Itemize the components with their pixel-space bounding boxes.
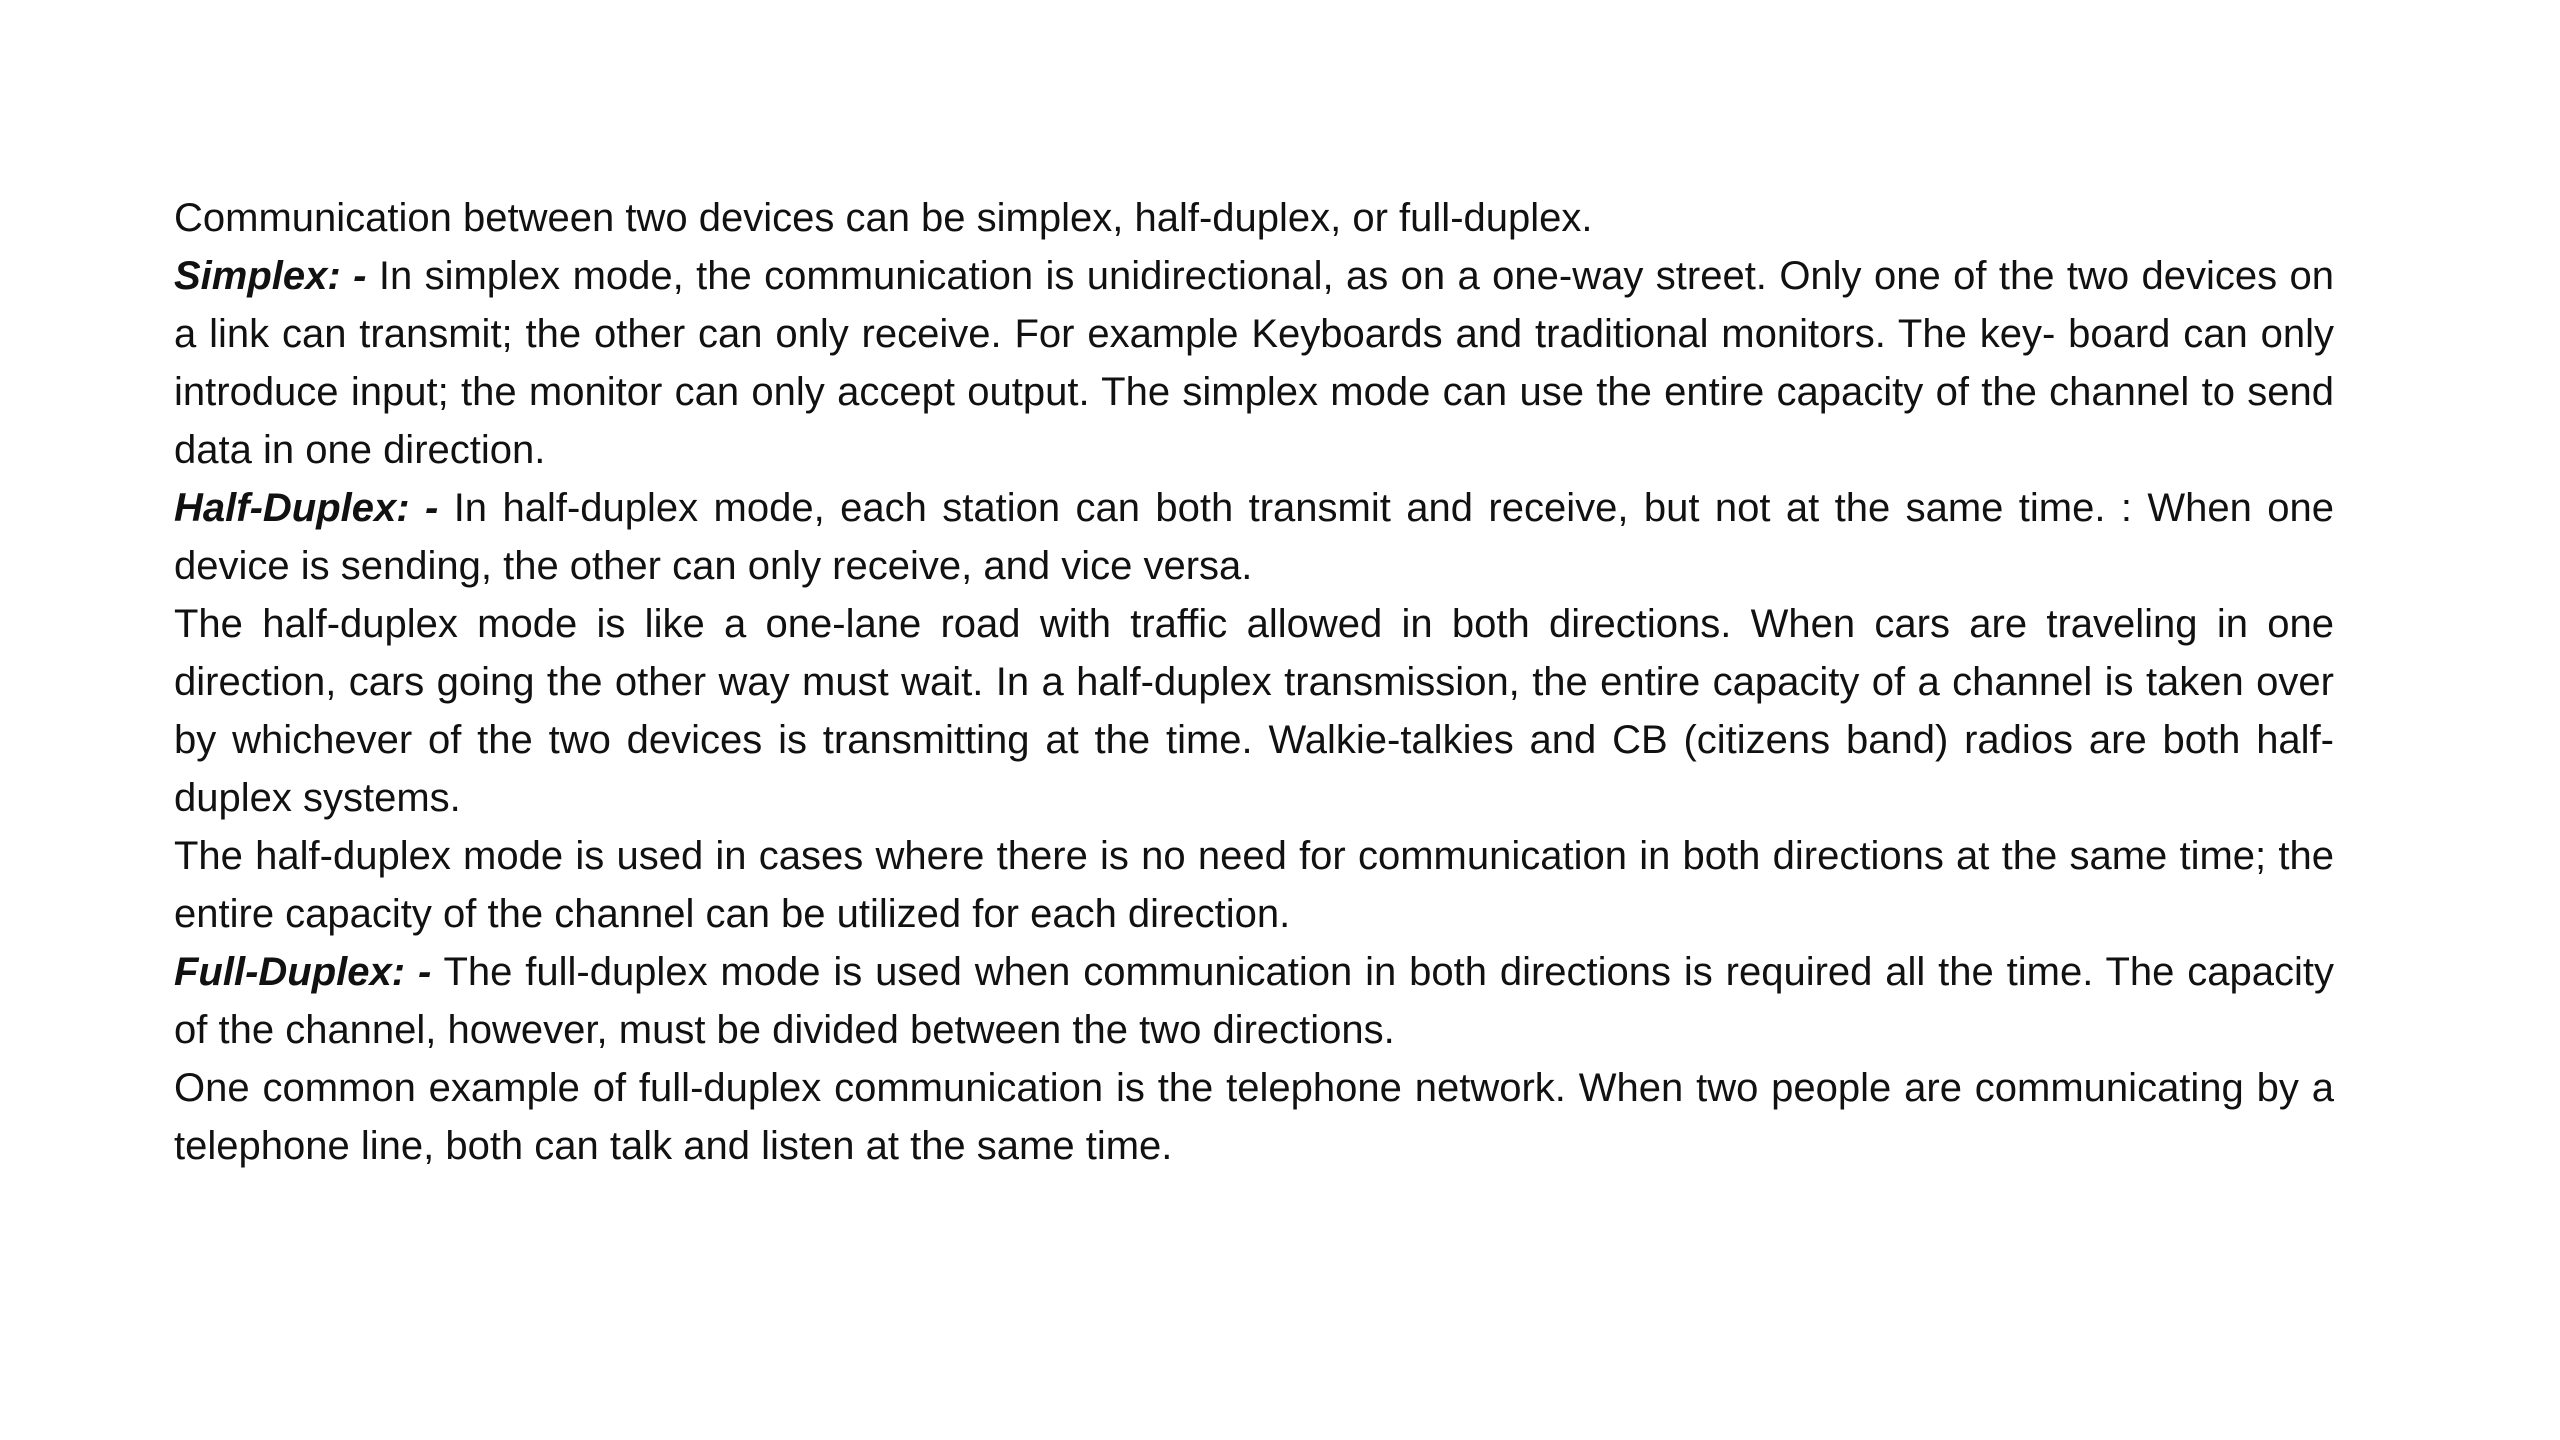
paragraph-half-duplex-analogy-text: The half-duplex mode is like a one-lane road with traffic allowed in both directions. When cars are traveling in one direction, cars going the other way must wait. In a half-duplex transmission, the entire capacity of a channel is taken over by whichever of the two devices is transmitting at the time. Walkie-talkies and CB (citizens band) radios are both half-duplex systems. [174, 602, 2334, 820]
term-full-duplex: Full-Duplex: - [174, 950, 432, 994]
paragraph-simplex [174, 247, 2334, 479]
text-body [174, 189, 2334, 1175]
paragraph-half-duplex-usage-text: The half-duplex mode is used in cases where there is no need for communication in both directions at the same time; the entire capacity of the channel can be utilized for each direction. [174, 834, 2334, 936]
term-simplex: Simplex: - [174, 254, 367, 298]
paragraph-intro-text: Communication between two devices can be simplex, half-duplex, or full-duplex. [174, 196, 1593, 240]
paragraph-half-duplex-analogy [174, 595, 2334, 827]
paragraph-full-duplex-example-text: One common example of full-duplex communication is the telephone network. When two people are communicating by a telephone line, both can talk and listen at the same time. [174, 1066, 2334, 1168]
paragraph-half-duplex-usage [174, 827, 2334, 943]
paragraph-full-duplex-text: The full-duplex mode is used when communication in both directions is required all the time. The capacity of the channel, however, must be divided between the two directions. [174, 950, 2334, 1052]
paragraph-half-duplex-text: In half-duplex mode, each station can both transmit and receive, but not at the same time. : When one device is sending, the other can only receive, and vice versa. [174, 486, 2335, 588]
paragraph-simplex-text: In simplex mode, the communication is unidirectional, as on a one-way street. Only one of the two devices on a link can transmit; the other can only receive. For example Keyboards and traditional monitors. The key- board can only introduce input; the monitor can only accept output. The simplex mode can use the entire capacity of the channel to send data in one direction. [174, 254, 2334, 472]
paragraph-full-duplex-example [174, 1059, 2334, 1175]
paragraph-intro [174, 189, 2334, 247]
paragraph-full-duplex [174, 943, 2334, 1059]
term-half-duplex: Half-Duplex: - [174, 486, 439, 530]
paragraph-half-duplex [174, 479, 2334, 595]
